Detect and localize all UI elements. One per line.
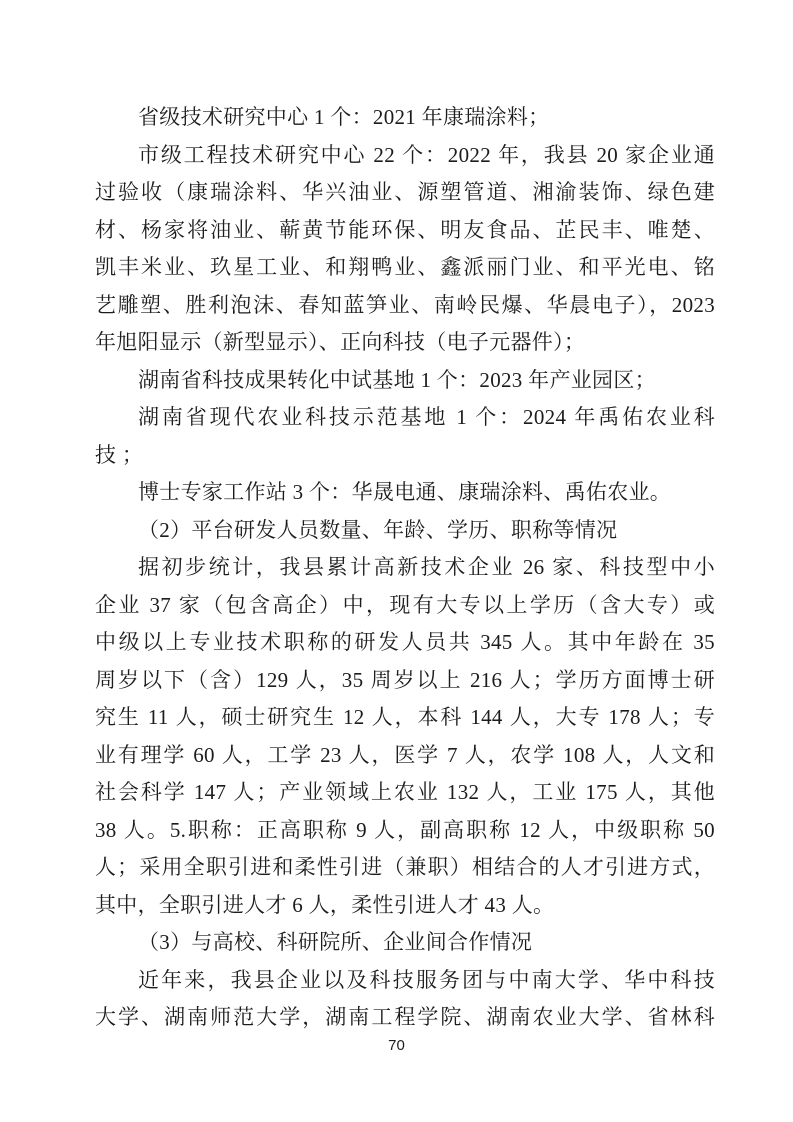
text-line: 湖南省现代农业科技示范基地 1 个：2024 年禹佑农业科 xyxy=(138,405,715,429)
text-line: （2）平台研发人员数量、年龄、学历、职称等情况 xyxy=(138,517,618,542)
text-line: 技 ； xyxy=(95,442,144,467)
text-line: 省级技术研究中心 1 个：2021 年康瑞涂料； xyxy=(138,105,550,129)
text-line: 中级以上专业技术职称的研发人员共 345 人。其中年龄在 35 xyxy=(95,630,715,654)
document-body xyxy=(95,99,715,1037)
text-line: 周岁以下（含）129 人，35 周岁以上 216 人；学历方面博士研 xyxy=(95,667,715,692)
text-line: 其中，全职引进人才 6 人，柔性引进人才 43 人。 xyxy=(95,892,555,917)
text-line: 湖南省科技成果转化中试基地 1 个：2023 年产业园区； xyxy=(138,367,656,392)
text-line: 凯丰米业、玖星工业、和翔鸭业、鑫派丽门业、和平光电、铭 xyxy=(95,255,715,279)
text-line: 究生 11 人，硕士研究生 12 人，本科 144 人，大专 178 人；专 xyxy=(95,705,715,729)
text-line: 市级工程技术研究中心 22 个：2022 年，我县 20 家企业通 xyxy=(138,142,715,167)
text-line: 人；采用全职引进和柔性引进（兼职）相结合的人才引进方式， xyxy=(95,855,715,879)
text-line: 材、杨家将油业、蕲黄节能环保、明友食品、芷民丰、唯楚、 xyxy=(95,217,715,242)
text-line: 38 人。5.职称：正高职称 9 人，副高职称 12 人，中级职称 50 xyxy=(95,817,715,842)
text-line: 过验收（康瑞涂料、华兴油业、源塑管道、湘渝装饰、绿色建 xyxy=(95,180,715,204)
text-line: 社会科学 147 人；产业领域上农业 132 人，工业 175 人，其他 xyxy=(95,780,715,804)
text-line: 企业 37 家（包含高企）中，现有大专以上学历（含大专）或 xyxy=(95,592,715,617)
text-line: 近年来，我县企业以及科技服务团与中南大学、华中科技 xyxy=(138,967,715,992)
text-line: 大学、湖南师范大学，湖南工程学院、湖南农业大学、省林科 xyxy=(95,1005,715,1029)
text-line: （3）与高校、科研院所、企业间合作情况 xyxy=(138,930,533,954)
text-line: 业有理学 60 人，工学 23 人，医学 7 人，农学 108 人，人文和 xyxy=(95,742,715,767)
page-number: 70 xyxy=(388,1037,405,1054)
text-line: 博士专家工作站 3 个：华晟电通、康瑞涂料、禹佑农业。 xyxy=(138,480,672,504)
text-line: 艺雕塑、胜利泡沫、春知蓝笋业、南岭民爆、华晨电子），2023 xyxy=(95,292,715,317)
text-line: 年旭阳显示（新型显示）、正向科技（电子元器件）； xyxy=(95,330,586,354)
text-line: 据初步统计，我县累计高新技术企业 26 家、科技型中小 xyxy=(138,555,715,579)
